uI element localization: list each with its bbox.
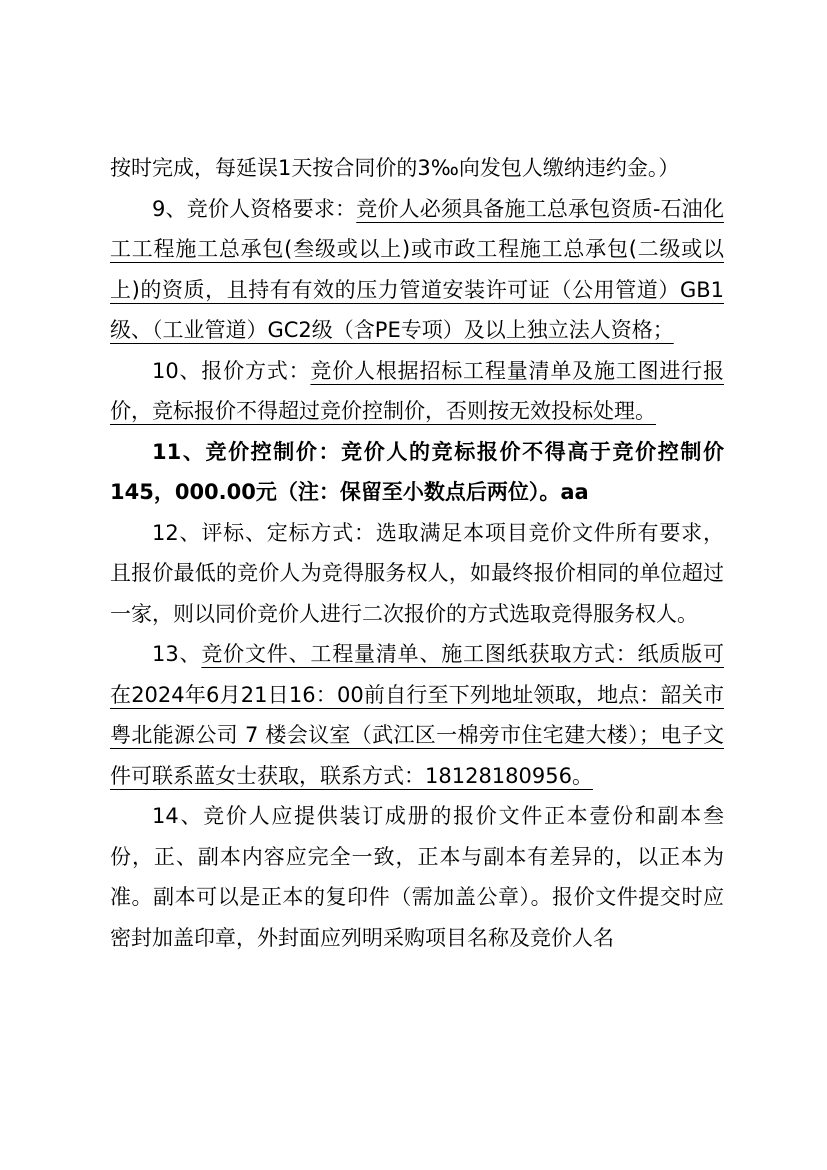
- paragraph-13-document-acquisition: [110, 634, 724, 796]
- paragraph-10-label: 10、报价方式：: [152, 358, 311, 383]
- paragraph-9-body: 竞价人必须具备施工总承包资质-石油化工工程施工总承包(叁级或以上)或市政工程施工总承包(二级或以上)的资质，且持有有效的压力管道安装许可证（公用管道）GB1级、（工业管道）GC2级（含PE专项）及以上独立法人资格；: [110, 196, 724, 342]
- paragraph-10-body: 竞价人根据招标工程量清单及施工图进行报价，竞标报价不得超过竞价控制价，否则按无效投标处理。: [110, 358, 724, 423]
- paragraph-9-qualification: [110, 189, 724, 351]
- paragraph-13-body: 竞价文件、工程量清单、施工图纸获取方式：纸质版可在2024年6月21日16：00前自行至下列地址领取，地点：韶关市粤北能源公司 7 楼会议室（武江区一棉旁市住宅建大楼）；电子文件可联系蓝女士获取，联系方式：18128180956。: [110, 642, 724, 788]
- paragraph-continuation: 按时完成，每延误1天按合同价的3‰向发包人缴纳违约金。）: [110, 156, 680, 180]
- paragraph-9-label: 9、竞价人资格要求：: [152, 196, 357, 221]
- paragraph-14-submission: 14、竞价人应提供装订成册的报价文件正本壹份和副本叁份，正、副本内容应完全一致，正本与副本有差异的，以正本为准。副本可以是正本的复印件（需加盖公章）。报价文件提交时应密封加盖印章，外封面应列明采购项目名称及竞价人名: [110, 804, 724, 950]
- paragraph-10-quotation-method: [110, 351, 724, 432]
- paragraph-11-control-price: 11、竞价控制价：竞价人的竞标报价不得高于竞价控制价145，000.00元（注：保留至小数点后两位）。aa: [110, 439, 724, 504]
- paragraph-13-label: 13、: [152, 642, 202, 666]
- document-body: [110, 148, 724, 958]
- paragraph-12-evaluation-method: 12、评标、定标方式：选取满足本项目竞价文件所有要求，且报价最低的竞价人为竞得服务权人，如最终报价相同的单位超过一家，则以同价竞价人进行二次报价的方式选取竞得服务权人。: [110, 520, 724, 626]
